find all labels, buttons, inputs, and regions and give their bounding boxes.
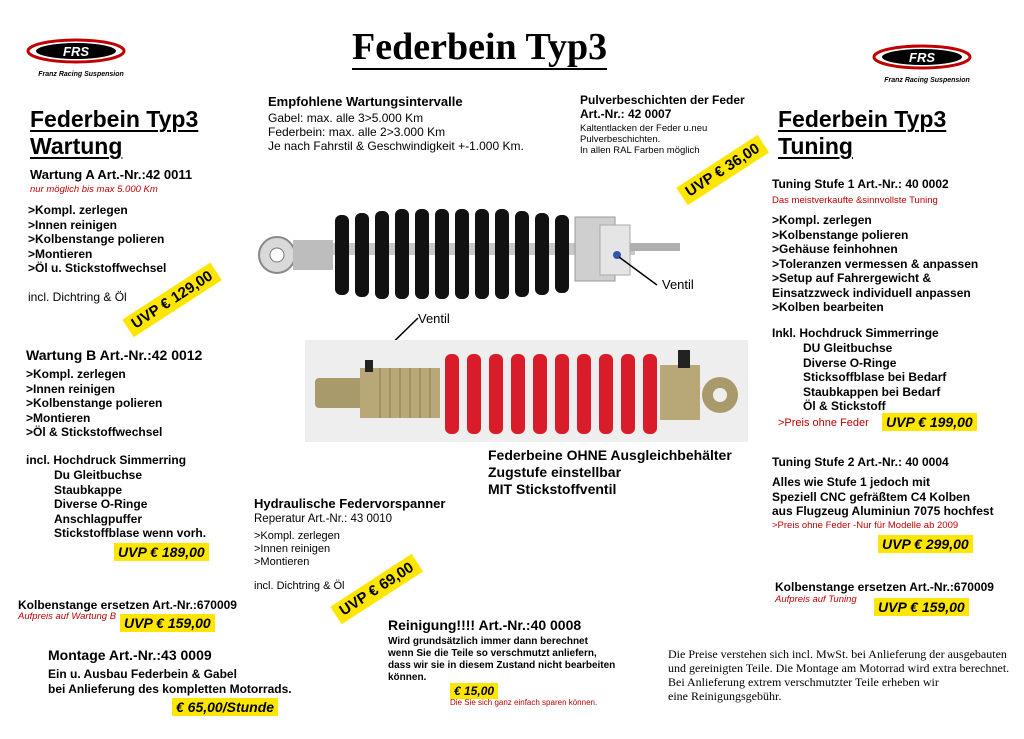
kolbenstange-left-uvp: UVP € 159,00 xyxy=(120,614,215,632)
frs-logo-graphic xyxy=(872,44,972,70)
list-item: >Kolbenstange polieren xyxy=(772,227,909,242)
right-heading-line2: Tuning xyxy=(778,133,853,159)
logo-subtitle: Franz Racing Suspension xyxy=(38,71,124,78)
interval-line: Gabel: max. alle 3>5.000 Km xyxy=(268,111,424,125)
list-item: >Kompl. zerlegen xyxy=(254,530,340,542)
list-item: >Toleranzen vermessen & anpassen xyxy=(772,256,979,271)
wartung-a-list xyxy=(28,203,166,276)
hydraulik-title: Hydraulische Federvorspanner xyxy=(254,496,446,511)
svg-text:FRS: FRS xyxy=(63,44,89,59)
frs-logo-left xyxy=(26,38,136,78)
stufe2-line: aus Flugzeug Aluminiun 7075 hochfest xyxy=(772,504,994,518)
reinigung-line: Wird grundsätzlich immer dann berechnet xyxy=(388,636,588,647)
stufe1-list xyxy=(772,213,978,315)
footer-note xyxy=(668,647,1009,703)
pulver-line: Kaltentlacken der Feder u.neu xyxy=(580,123,708,134)
list-item: >Kompl. zerlegen xyxy=(28,203,128,217)
wartung-a-title: Wartung A Art.-Nr.:42 0011 xyxy=(30,167,193,182)
pulver-line: Pulverbeschichten. xyxy=(580,134,661,145)
wartung-b-incl-list xyxy=(54,468,206,541)
pulver-title: Pulverbeschichten der Feder xyxy=(580,93,745,107)
montage-lines xyxy=(48,667,292,696)
frs-logo-right xyxy=(872,44,982,84)
hydraulik-artnr: Reperatur Art.-Nr.: 43 0010 xyxy=(254,513,393,525)
kolbenstange-left-title: Kolbenstange ersetzen Art.-Nr.:670009 xyxy=(18,598,237,612)
logo-subtitle: Franz Racing Suspension xyxy=(884,77,970,84)
left-heading xyxy=(30,106,198,160)
kolbenstange-right-note: Aufpreis auf Tuning xyxy=(775,594,857,605)
list-item: >Innen reinigen xyxy=(26,381,116,396)
list-item: >Setup auf Fahrergewicht & xyxy=(772,271,932,285)
list-item: >Montieren xyxy=(254,556,310,568)
list-item: >Montieren xyxy=(28,246,93,261)
list-item: >Montieren xyxy=(26,410,91,425)
hydraulik-incl: incl. Dichtring & Öl xyxy=(254,580,345,592)
hydraulik-list xyxy=(254,530,340,569)
list-item: Staubkappe xyxy=(54,482,123,497)
footer-line: eine Reinigungsgebühr. xyxy=(668,689,782,703)
list-item: >Kolben bearbeiten xyxy=(772,300,884,314)
list-item: Sticksoffblase bei Bedarf xyxy=(803,370,947,384)
stufe2-lines xyxy=(772,475,994,519)
stufe2-note: >Preis ohne Feder -Nur für Modelle ab 2009 xyxy=(772,520,959,531)
stufe1-preis-label: >Preis ohne Feder xyxy=(778,417,869,429)
stufe1-note: Das meistverkaufte &sinnvollste Tuning xyxy=(772,195,938,206)
pulver-artnr: Art.-Nr.: 42 0007 xyxy=(580,107,672,121)
list-item: Diverse O-Ringe xyxy=(803,355,897,370)
kolbenstange-right-uvp: UVP € 159,00 xyxy=(874,598,969,616)
list-item: DU Gleitbuchse xyxy=(803,341,893,355)
page-title: Federbein Typ3 xyxy=(352,26,608,68)
footer-line: Bei Anlieferung extrem verschmutzter Teile erheben wir xyxy=(668,675,939,689)
list-item: Staubkappen bei Bedarf xyxy=(803,384,941,399)
kolbenstange-right-title: Kolbenstange ersetzen Art.-Nr.:670009 xyxy=(775,580,994,594)
montage-line: Ein u. Ausbau Federbein & Gabel xyxy=(48,667,237,681)
list-item: Öl & Stickstoff xyxy=(803,399,886,413)
stufe1-uvp: UVP € 199,00 xyxy=(882,413,977,431)
reinigung-note: Die Sie sich ganz einfach sparen können. xyxy=(450,698,598,707)
intervals-lines xyxy=(268,111,524,153)
federbeine-line: MIT Stickstoffventil xyxy=(488,481,617,497)
reinigung-line: wenn Sie die Teile so verschmutzt anliefern, xyxy=(388,648,597,659)
list-item: Einsatzzweck individuell anpassen xyxy=(772,285,971,300)
stufe2-line: Alles wie Stufe 1 jedoch mit xyxy=(772,475,931,489)
montage-price: € 65,00/Stunde xyxy=(172,698,278,716)
kolbenstange-left-note: Aufpreis auf Wartung B xyxy=(18,611,117,622)
wartung-b-uvp: UVP € 189,00 xyxy=(114,543,209,561)
list-item: Anschlagpuffer xyxy=(54,511,143,526)
right-heading-line1: Federbein Typ3 xyxy=(778,106,947,132)
stufe1-incl-title: Inkl. Hochdruck Simmerringe xyxy=(772,326,939,340)
montage-line: bei Anlieferung des kompletten Motorrads. xyxy=(48,681,292,696)
reinigung-line: können. xyxy=(388,672,427,683)
shock-absorber-black-image xyxy=(255,195,685,305)
wartung-b-title: Wartung B Art.-Nr.:42 0012 xyxy=(26,347,203,363)
stufe2-uvp: UVP € 299,00 xyxy=(878,535,973,553)
wartung-a-incl: incl. Dichtring & Öl xyxy=(28,290,127,304)
reinigung-lines xyxy=(388,636,615,684)
list-item: >Innen reinigen xyxy=(254,543,331,555)
interval-line: Je nach Fahrstil & Geschwindigkeit +-1.000 Km. xyxy=(268,139,524,153)
federbeine-line: Federbeine OHNE Ausgleichbehälter xyxy=(488,447,732,463)
ventil-label-bottom: Ventil xyxy=(418,311,450,326)
montage-title: Montage Art.-Nr.:43 0009 xyxy=(48,647,212,663)
list-item: >Kompl. zerlegen xyxy=(26,367,126,381)
list-item: >Innen reinigen xyxy=(28,217,118,232)
stufe2-title: Tuning Stufe 2 Art.-Nr.: 40 0004 xyxy=(772,455,949,469)
stufe1-title: Tuning Stufe 1 Art.-Nr.: 40 0002 xyxy=(772,177,949,191)
shock-absorber-red-image xyxy=(305,340,748,442)
interval-line: Federbein: max. alle 2>3.000 Km xyxy=(268,125,446,139)
stufe2-line: Speziell CNC gefräßtem C4 Kolben xyxy=(772,489,971,504)
reinigung-title: Reinigung!!!! Art.-Nr.:40 0008 xyxy=(388,617,582,633)
ventil-label-top: Ventil xyxy=(662,277,694,292)
list-item: >Gehäuse feinhohnen xyxy=(772,242,898,256)
list-item: Stickstoffblase wenn vorh. xyxy=(54,526,207,540)
pulver-lines xyxy=(580,123,707,156)
federbeine-text xyxy=(488,447,732,498)
left-heading-line1: Federbein Typ3 xyxy=(30,106,199,132)
list-item: >Öl & Stickstoffwechsel xyxy=(26,425,163,439)
reinigung-price: € 15,00 xyxy=(450,683,498,699)
left-heading-line2: Wartung xyxy=(30,133,123,159)
intervals-title: Empfohlene Wartungsintervalle xyxy=(268,94,463,109)
list-item: >Kolbenstange polieren xyxy=(28,232,165,246)
svg-text:FRS: FRS xyxy=(909,50,935,65)
pulver-uvp: UVP € 36,00 xyxy=(676,135,769,205)
list-item: >Kompl. zerlegen xyxy=(772,213,872,227)
list-item: Diverse O-Ringe xyxy=(54,497,148,511)
list-item: Du Gleitbuchse xyxy=(54,468,143,482)
right-heading xyxy=(778,106,946,160)
wartung-a-uvp: UVP € 129,00 xyxy=(122,262,222,337)
footer-line: und gereinigten Teile. Die Montage am Motorrad wird extra berechnet. xyxy=(668,661,1010,675)
list-item: >Kolbenstange polieren xyxy=(26,396,163,410)
stufe1-incl-list xyxy=(803,341,946,414)
frs-logo-graphic xyxy=(26,38,126,64)
wartung-b-incl-title: incl. Hochdruck Simmerring xyxy=(26,453,187,467)
hydraulik-uvp: UVP € 69,00 xyxy=(330,554,423,624)
list-item: >Öl u. Stickstoffwechsel xyxy=(28,261,167,275)
federbeine-line: Zugstufe einstellbar xyxy=(488,464,622,480)
pulver-line: In allen RAL Farben möglich xyxy=(580,145,700,156)
wartung-b-list xyxy=(26,367,162,440)
footer-line: Die Preise verstehen sich incl. MwSt. bei Anlieferung der ausgebauten xyxy=(668,647,1007,661)
reinigung-line: dass wir sie in diesem Zustand nicht bearbeiten xyxy=(388,660,616,671)
wartung-a-note: nur möglich bis max 5.000 Km xyxy=(30,184,158,195)
